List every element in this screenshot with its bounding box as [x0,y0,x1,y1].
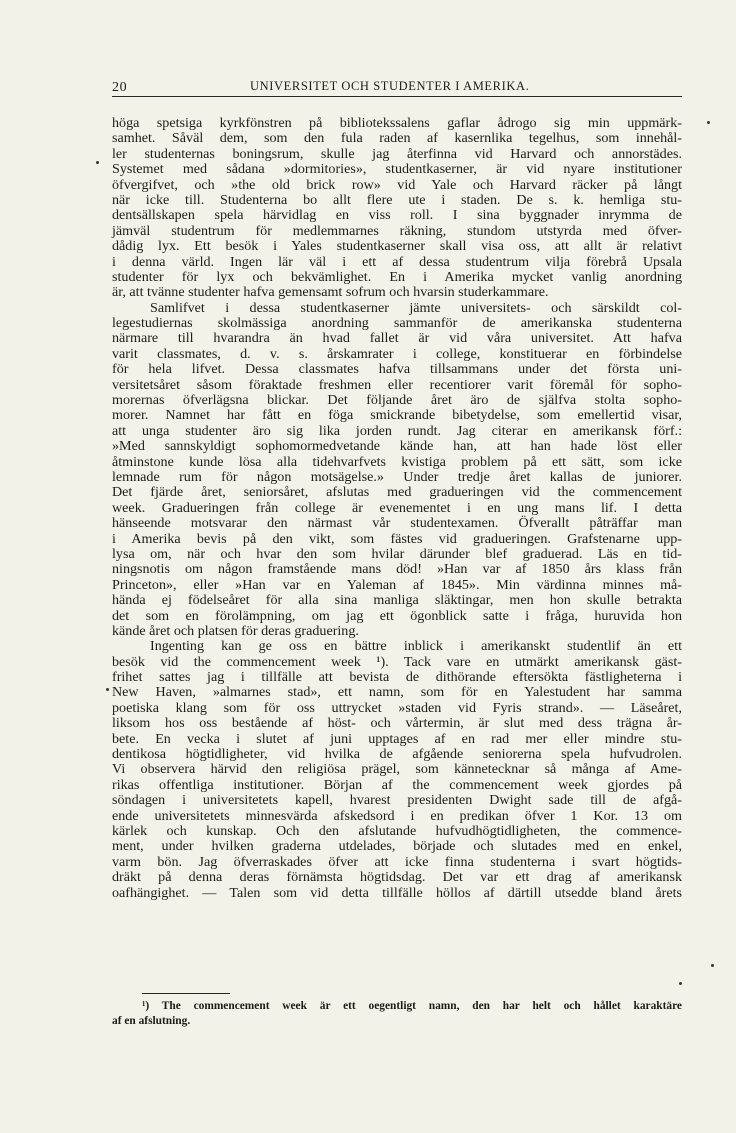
text-line: week. Gradueringen från college är evenementet i en ung mans lif. I detta [112,499,682,516]
text-line: dentsällskapen spela härvidlag en viss roll. I sina byggnader inrymma de [112,207,682,224]
text-line: är, att tvänne studenter hafva gemensamt sofrum och hvarsin studerkammare. [112,284,549,301]
text-line: det som en förolämpning, om jag ett ögonblick satte i fråga, huruvida hon [112,607,682,624]
text-line: när icke till. Studenterna bo allt flere ute i staden. De s. k. hemliga stu- [112,191,682,208]
running-title: UNIVERSITET OCH STUDENTER I AMERIKA. [250,79,530,93]
text-line: liksom hos oss bestående af höst- och vårtermin, är slut med dess trägna år- [112,715,682,732]
text-line: hända ej födelseåret för alla sina manliga släktingar, men hon skulle betrakta [112,592,682,609]
text-line: öfvergifvet, och »the old brick row» vid Yale och Harvard räcker på långt [112,176,682,193]
text-line: poetiska klang som för oss uttrycket »staden vid Fyris strand». — Läseåret, [112,699,682,716]
footnote-line: af en afslutning. [112,1015,191,1027]
text-line: åtminstone kunde lösa alla tidehvarfvets kvistiga problem på ett sätt, som icke [112,453,682,470]
text-line: »Med sannskyldigt sophomormedvetande kände han, att han hade löst eller [112,438,682,455]
page-number: 20 [112,80,128,95]
text-line: dräkt på denna deras förnämsta högtidsdag. Det var ett drag af amerikansk [112,869,682,886]
text-line: besök vid the commencement week ¹). Tack vare en utmärkt amerikansk gäst- [112,653,682,670]
text-line: studenter för lyx och bekvämlighet. En i Amerika mycket vanlig anordning [112,268,682,285]
margin-speck [711,964,714,967]
footnote [112,999,682,1029]
text-line: att unga studenter äro sig lika jorden rundt. Jag citerar en amerikansk förf.: [112,422,682,439]
text-line: legestudiernas skolmässiga anordning sammanför de amerikanska studenterna [112,315,682,332]
text-line: dådig lyx. Ett besök i Yales studentkaserner skall visa oss, att allt är relativt [112,238,682,255]
text-line: Ingenting kan ge oss en bättre inblick i amerikanskt studentlif än ett [150,638,682,655]
text-line: versitetsåret såsom föraktade freshmen eller recentiorer varit föremål för sopho- [112,376,682,393]
text-line: hänseende motsvarar den närmast vår studentexamen. Öfverallt påträffar man [112,515,682,532]
text-line: kände året och platsen för deras graduering. [112,622,359,639]
text-line: New Haven, »almarnes stad», ett namn, som för en Yalestudent har samma [112,684,682,701]
text-line: Princeton», eller »Han var en Yaleman af 1845». Min värdinna minnes må- [112,576,682,593]
margin-speck [96,161,99,164]
text-line: ler studenternas boningsrum, skulle jag återfinna vid Harvard och annorstädes. [112,145,682,162]
text-line: morer. Namnet har fått en föga smickrande bibetydelse, som emellertid visar, [112,407,682,424]
text-line: frihet sattes jag i tillfälle att bevista de dithörande eftersökta fästligheterna i [112,669,682,686]
text-line: ment, under hvilken graderna utdelades, började och slutades med en enkel, [112,838,682,855]
text-line: Samlifvet i dessa studentkaserner jämte universitets- och särskildt col- [150,299,682,316]
text-line: ningsnotis om någon framstående mans död! »Han var af 1850 års klass från [112,561,682,578]
text-line: jämväl studentrum för medlemmarnes räkning, stundom utstyrda med öfver- [112,222,682,239]
footnote-line: ¹) The commencement week är ett oegentligt namn, den har helt och hållet karaktäre [142,1000,682,1012]
margin-speck [106,688,109,691]
text-line: Systemet med sådana »dormitories», studentkaserner, är vid nyare institutioner [112,161,682,178]
margin-speck [679,982,682,985]
text-line: morernas öfverlägsna blickar. Det följande året äro de själfva stolta sopho- [112,392,682,409]
text-line: Vi observera härvid den religiösa prägel, som kännetecknar så många af Ame- [112,761,682,778]
text-line: närmare till hvarandra än hvad fallet är vid våra universitet. Att hafva [112,330,682,347]
text-line: i Amerika bevis på den vikt, som fästes vid gradueringen. Grafstenarne upp- [112,530,682,547]
text-line: i denna värld. Ingen lär väl i ett af dessa studentrum vilja förebrå Upsala [112,253,682,270]
text-line: kärlek och kunskap. Och den afslutande hufvudhögtidligheten, the commence- [112,822,682,839]
text-line: bete. En vecka i slutet af juni upptages af en rad mer eller mindre stu- [112,730,682,747]
body-text [112,116,682,901]
text-line: dentikosa högtidligheter, vid hvilka de afgående seniorerna spela hufvudrolen. [112,746,682,763]
text-line: oafhängighet. — Talen som vid detta tillfälle höllos af därtill utsedde bland årets [112,884,682,901]
text-line: för hela lifvet. Dessa classmates hafva tillsammans under det första uni- [112,361,682,378]
text-line: samhet. Såväl dem, som den fula raden af kasernlika tegelhus, som innehål- [112,130,682,147]
text-line: höga spetsiga kyrkfönstren på bibliotekssalens gaflar ådrogo sig min uppmärk- [112,115,682,131]
footnote-rule [142,993,230,994]
text-line: rikas offentliga institutioner. Början af the commencement week gjordes på [112,776,682,793]
text-line: Det fjärde året, seniorsåret, afslutas med gradueringen vid the commencement [112,484,682,501]
text-line: söndagen i universitetets kapell, hvarest presidenten Dwight sade till de afgå- [112,792,682,809]
text-line: varm bön. Jag öfverraskades öfver att icke finna studenterna i svart högtids- [112,853,682,870]
margin-speck [707,121,710,124]
page-header [112,76,682,97]
text-line: ende universitetets minnesvärda afskedsord i en predikan öfver 1 Kor. 13 om [112,807,682,824]
text-line: varit classmates, d. v. s. årskamrater i college, konstituerar en förbindelse [112,345,682,362]
text-line: lemnade rum för någon motsägelse.» Under tredje året kallas de juniorer. [112,468,682,485]
text-line: lysa om, när och hvar den som hvilar därunder blef graduerad. Läs en tid- [112,545,682,562]
